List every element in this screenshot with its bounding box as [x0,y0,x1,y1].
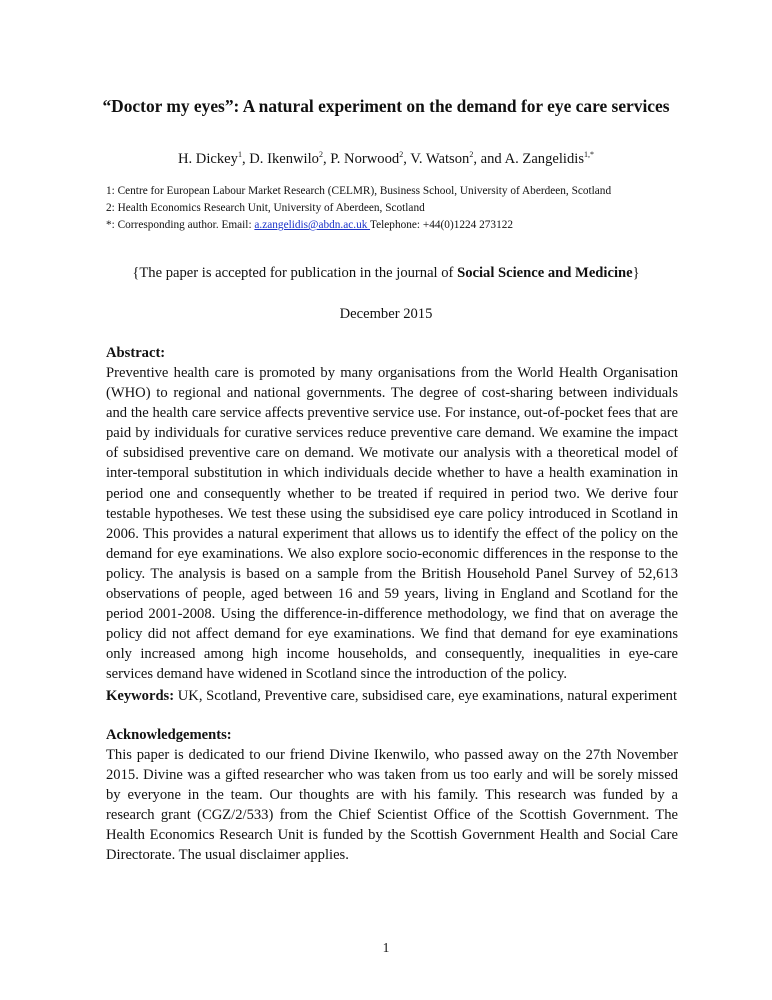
page-number: 1 [382,940,390,955]
corresponding-author: *: Corresponding author. Email: a.zangelidis@abdn.ac.uk Telephone: +44(0)1224 273122 [106,219,514,231]
author: P. Norwood$^2$, [330,150,411,167]
affiliation-1: 1: Centre for European Labour Market Research (CELMR), Business School, University of Aberdeen, Scotland [106,185,612,197]
keywords-label: Keywords: [106,688,175,704]
author: H. Dickey$^1$, [177,150,250,167]
keywords-text: UK, Scotland, Preventive care, subsidised care, eye examinations, natural experiment [174,688,678,704]
affiliation-2: 2: Health Economics Research Unit, University of Aberdeen, Scotland [106,202,425,214]
paper-title: “Doctor my eyes”: A natural experiment on the demand for eye care services [102,96,670,116]
author: D. Ikenwilo$^2$, [249,150,331,167]
abstract-text: Preventive health care is promoted by many organisations from the World Health Organisation (WHO) to regional and national governments. The degree of cost-sharing between individuals and the health care service affects preventive service use. For instance, out-of-pocket fees that are paid by individuals for curative services reduce preventive care demand. We examine the impact of subsidised preventive care on demand. We motivate our analysis with a theoretical model of inter-temporal substitution in which individuals decide whether to have a health examination in period one and consequently whether to be treated if required in period two. We derive four testable hypotheses. We test these using the subsidised eye care policy introduced in Scotland in 2006. This provides a natural experiment that allows us to identify the effect of the policy on the demand for eye examinations. We also explore socio-economic differences in the response to the policy. The analysis is based on a sample from the British Household Panel Survey of 52,613 observations of people, aged between 16 and 59 years, living in England and Scotland for the period 2001-2008. Using the difference-in-difference methodology, we find that on average the policy did not affect demand for eye examinations. We find that demand for eye examinations only increased among high income households, and consequently, inequalities in eye-care services demand have widened in Scotland since the introduction of the policy. [106,365,678,683]
abstract-heading: Abstract: [106,345,166,361]
acknowledgements-text: This paper is dedicated to our friend Divine Ikenwilo, who passed away on the 27th November 2015. Divine was a gifted researcher who was taken from us too early and will be sorely missed by everyone in the team. Our thoughts are with his family. This research was funded by a research grant (CGZ/2/533) from the Chief Scientist Office of the Scottish Government. The Health Economics Research Unit is funded by the Scottish Government Health and Social Care Directorate. The usual disclaimer applies. [106,747,678,864]
author-list [0,150,772,168]
author: A. Zangelidis$^{1,*}$ [504,150,595,167]
author: V. Watson$^2$, and [410,150,505,167]
acceptance-note: {The paper is accepted for publication in the journal of Social Science and Medicine} [132,265,640,281]
publication-date: December 2015 [339,306,433,322]
journal-name: Social Science and Medicine [457,265,633,281]
keywords [106,688,678,705]
acknowledgements-heading: Acknowledgements: [106,727,232,743]
email-link[interactable]: a.zangelidis@abdn.ac.uk [254,219,371,231]
